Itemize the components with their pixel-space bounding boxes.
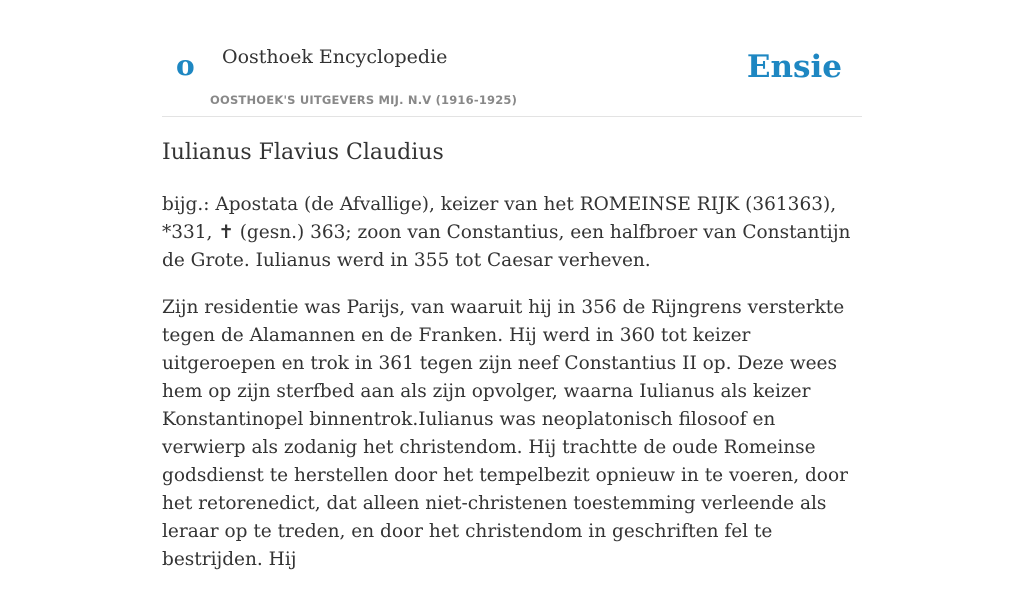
publication-title-link[interactable]: Oosthoek Encyclopedie [222, 46, 448, 68]
article-body [162, 191, 862, 593]
article-paragraph-2: Zijn residentie was Parijs, van waaruit hij in 356 de Rijngrens versterkte tegen de Alamannen en de Franken. Hij werd in 360 tot keizer uitgeroepen en trok in 361 tegen zijn neef Constantius II op. Deze wees hem op zijn sterfbed aan als zijn opvolger, waarna Iulianus als keizer Konstantinopel binnentrok.Iulianus was neoplatonisch filosoof en verwierp als zodanig het christendom. Hij trachtte de oude Romeinse godsdienst te herstellen door het tempelbezit opnieuw in te voeren, door het retorenedict, dat alleen niet-christenen toestemming verleende als leraar op te treden, en door het christendom in geschriften fel te bestrijden. Hij [162, 297, 848, 570]
ensie-brand-link[interactable]: Ensie [746, 49, 842, 85]
article-title: Iulianus Flavius Claudius [162, 140, 444, 165]
publication-logo[interactable]: o [176, 49, 195, 82]
article-paragraph-1: bijg.: Apostata (de Afvallige), keizer van het ROMEINSE RIJK (361363), *331, ✝ (gesn.) 363; zoon van Constantius, een halfbroer van Constantijn de Grote. Iulianus werd in 355 tot Caesar verheven. [162, 194, 851, 271]
publication-header [162, 0, 862, 117]
page-container [162, 0, 862, 570]
publisher-label: OOSTHOEK'S UITGEVERS MIJ. N.V (1916-1925) [210, 93, 518, 107]
